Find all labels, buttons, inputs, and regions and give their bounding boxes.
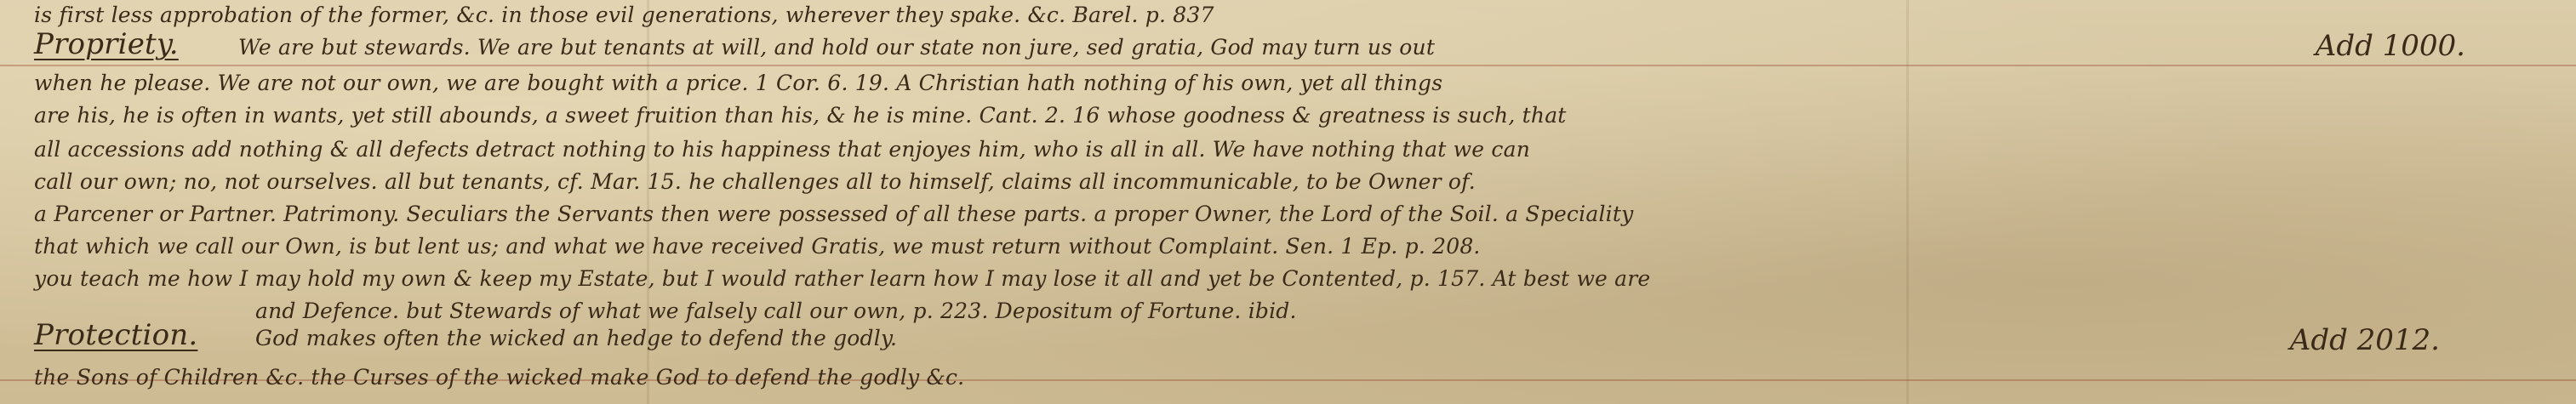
reference-add-1000: Add 1000. [2315, 29, 2465, 63]
manuscript-line-4: all accessions add nothing & all defects detract nothing to his happiness that enjoyes him, who is all in all. We have nothing that we can [34, 137, 1531, 162]
manuscript-line-5: call our own; no, not ourselves. all but tenants, cf. Mar. 15. he challenges all to himself, claims all incommunicable, to be Owner of. [34, 169, 1476, 194]
heading-propriety: Propriety. [34, 27, 179, 61]
ruled-margin-line [0, 65, 2576, 66]
reference-add-2012: Add 2012. [2289, 323, 2440, 357]
manuscript-line-3: are his, he is often in wants, yet still abounds, a sweet fruition than his, & he is mine. Cant. 2. 16 whose goodness & greatness is such, that [34, 103, 1567, 128]
heading-protection: Protection. [34, 318, 198, 352]
manuscript-line-7: that which we call our Own, is but lent us; and what we have received Gratis, we must return without Complaint. Sen. 1 Ep. p. 208. [34, 234, 1481, 259]
manuscript-line-9: and Defence. but Stewards of what we falsely call our own, p. 223. Depositum of Fortune. ibid. [255, 299, 1297, 323]
manuscript-line-8: you teach me how I may hold my own & keep my Estate, but I would rather learn how I may lose it all and yet be Contented, p. 157. At best we are [34, 266, 1651, 291]
propriety-text: We are but stewards. We are but tenants at will, and hold our state non jure, sed gratia, God may turn us out [238, 35, 1436, 60]
protection-text: God makes often the wicked an hedge to defend the godly. [255, 326, 898, 350]
manuscript-line-10: the Sons of Children &c. the Curses of the wicked make God to defend the godly &c. [34, 365, 965, 390]
manuscript-line-1: is first less approbation of the former, &c. in those evil generations, wherever they spake. &c. Barel. p. 837 [34, 3, 1214, 27]
manuscript-line-2: when he please. We are not our own, we are bought with a price. 1 Cor. 6. 19. A Christian hath nothing of his own, yet all things [34, 71, 1443, 95]
manuscript-line-6: a Parcener or Partner. Patrimony. Seculiars the Servants then were possessed of all these parts. a proper Owner, the Lord of the Soil. a Speciality [34, 202, 1634, 226]
